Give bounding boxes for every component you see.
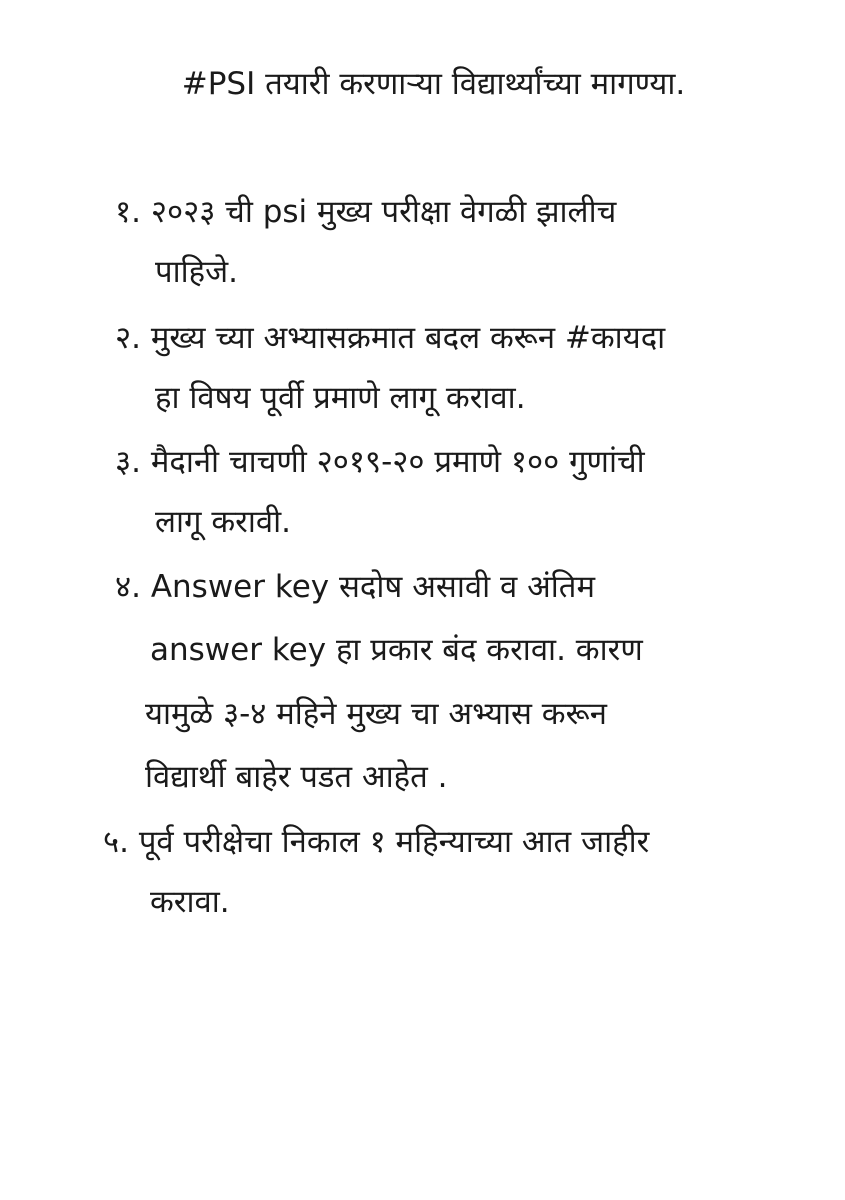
document-title: #PSI तयारी करणाऱ्या विद्यार्थ्यांच्या मागण्या. <box>181 66 686 102</box>
demand-4-line-4: विद्यार्थी बाहेर पडत आहेत . <box>145 759 448 795</box>
demand-3-line-1: ३. मैदानी चाचणी २०१९-२० प्रमाणे १०० गुणांची <box>115 444 645 480</box>
demand-4-line-2: answer key हा प्रकार बंद करावा. कारण <box>150 632 643 668</box>
demand-1-line-2: पाहिजे. <box>155 254 238 290</box>
demand-4-line-1: ४. Answer key सदोष असावी व अंतिम <box>115 569 595 605</box>
demand-3-line-2: लागू करावी. <box>155 504 291 540</box>
demand-4-line-3: यामुळे ३-४ महिने मुख्य चा अभ्यास करून <box>145 696 607 732</box>
demand-2-line-1: २. मुख्य च्या अभ्यासक्रमात बदल करून #कायदा <box>115 320 666 356</box>
demand-5-line-2: करावा. <box>150 884 230 920</box>
demand-5-line-1: ५. पूर्व परीक्षेचा निकाल १ महिन्याच्या आत जाहीर <box>103 824 650 860</box>
demand-2-line-2: हा विषय पूर्वी प्रमाणे लागू करावा. <box>155 380 526 416</box>
demand-1-line-1: १. २०२३ ची psi मुख्य परीक्षा वेगळी झालीच <box>115 194 617 230</box>
